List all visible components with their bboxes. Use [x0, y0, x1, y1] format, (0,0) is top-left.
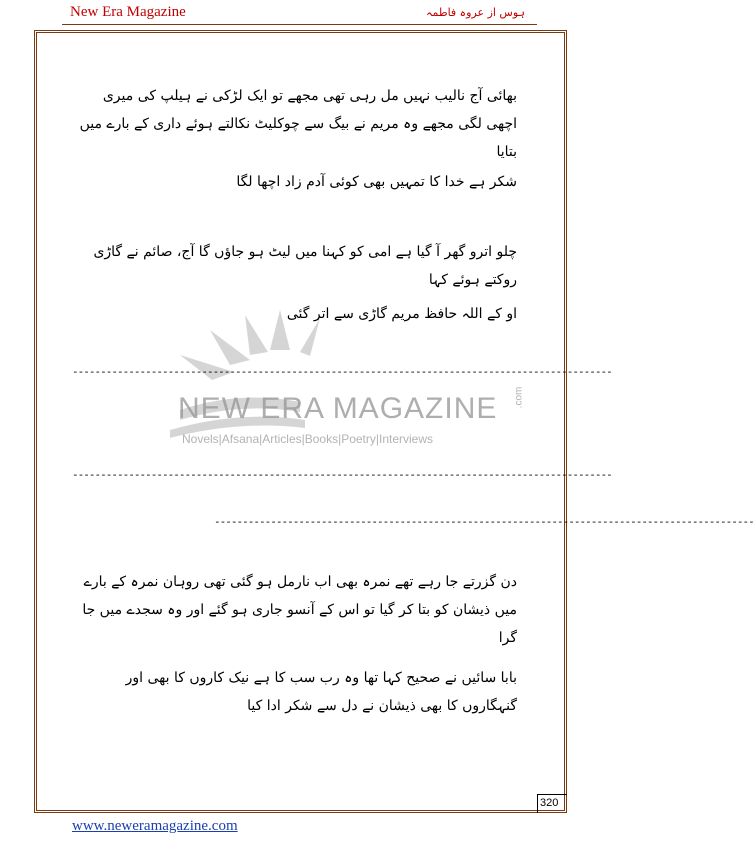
magazine-title: New Era Magazine: [70, 4, 186, 20]
separator-3: ------------------------------------------------------------------------------------------------: [214, 515, 754, 528]
paragraph-2: شکر ہے خدا کا تمہیں بھی کوئی آدم زاد اچھا لگا: [236, 174, 517, 190]
story-title: ہوس از عروہ فاطمہ: [426, 6, 525, 19]
paragraph-4: او کے اللہ حافظ مریم گاڑی سے اتر گئی: [286, 306, 517, 322]
header-rule: [62, 24, 537, 25]
paragraph-1: بھائی آج نالیب نہیں مل رہی تھی مجھے تو ایک لڑکی نے ہیلپ کی میری اچھی لگی مجھے وہ مریم نے بیگ سے چوکلیٹ نکالتے ہوئے داری کے بارے میں بتایا: [79, 88, 517, 160]
footer-link[interactable]: www.neweramagazine.com: [72, 818, 238, 834]
page-number: 320: [540, 797, 559, 809]
paragraph-3: چلو اترو گھر آ گیا ہے امی کو کہنا میں لیٹ ہو جاؤں گا آج، صائم نے گاڑی روکتے ہوئے کہا: [93, 244, 517, 288]
paragraph-5: دن گزرتے جا رہے تھے نمرہ بھی اب نارمل ہو گئی تھی روہان نمرہ کے بارے میں ذیشان کو بتا کر گیا تو اس کے آنسو جاری ہو گئے اور وہ سجدے میں جا گرا: [82, 574, 517, 646]
watermark-suffix: .com: [513, 386, 525, 409]
paragraph-6: بابا سائیں نے صحیح کہا تھا وہ رب سب کا ہے نیک کاروں کا بھی اور گنہگاروں کا بھی ذیشان نے دل سے شکر ادا کیا: [125, 670, 517, 714]
separator-1: ------------------------------------------------------------------------------------------------: [72, 365, 612, 378]
watermark-subtitle: Novels|Afsana|Articles|Books|Poetry|Interviews: [182, 432, 434, 446]
separator-2: ------------------------------------------------------------------------------------------------: [72, 468, 612, 481]
watermark-title: NEW ERA MAGAZINE: [178, 392, 498, 425]
